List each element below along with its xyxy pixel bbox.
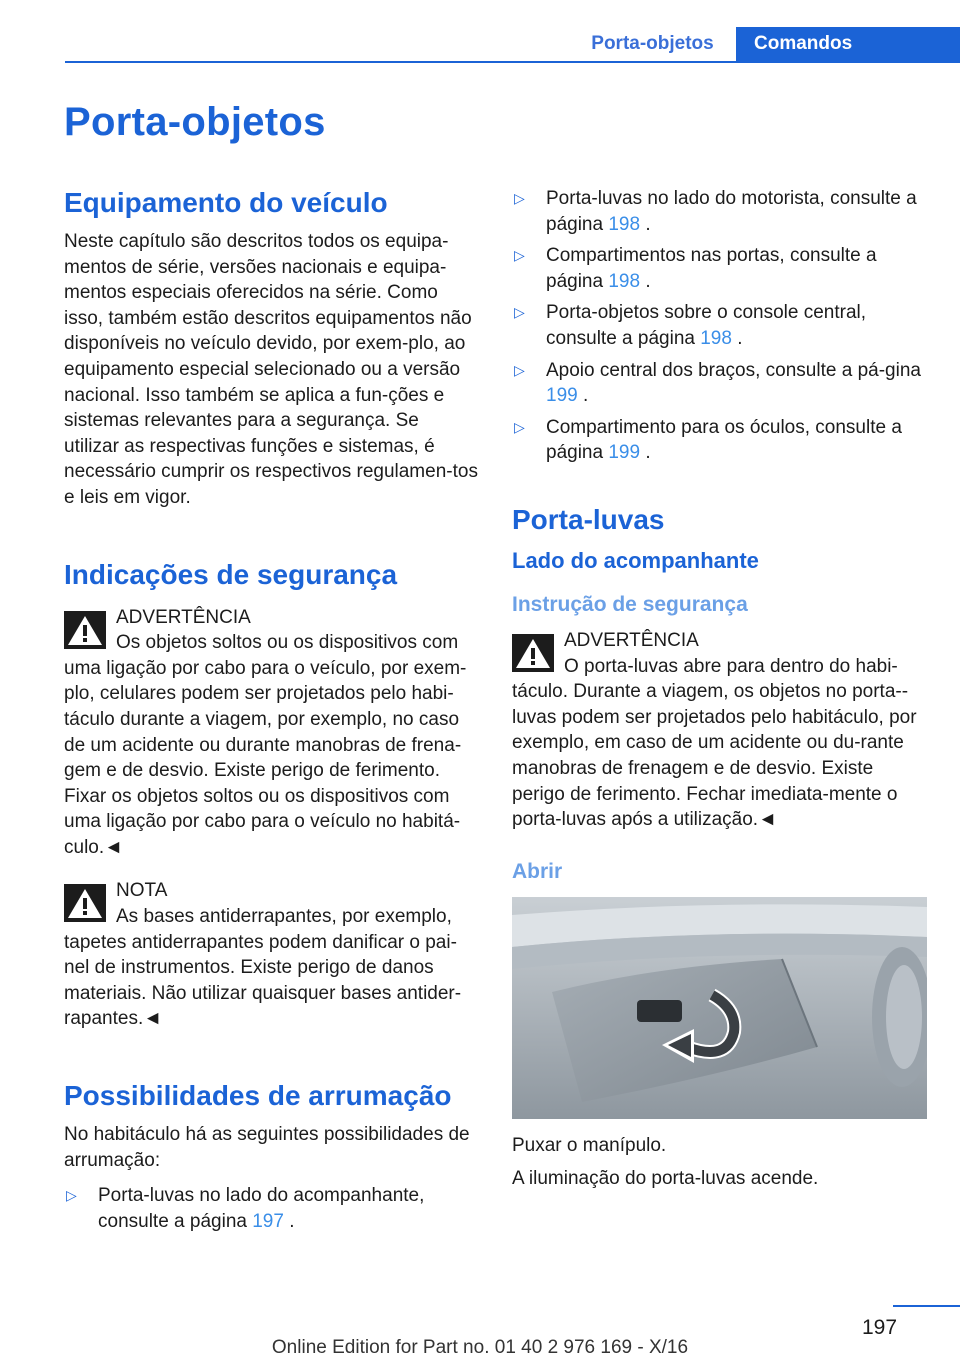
header-section-label: Porta-objetos: [591, 33, 714, 54]
page-number-rule: [893, 1305, 960, 1307]
triangle-right-bullet-icon: ▷: [514, 418, 525, 435]
warning-block: [64, 605, 478, 861]
list-item-end: .: [640, 442, 651, 464]
warning-text-first-line: O porta-luvas abre para dentro do habi-: [564, 655, 898, 677]
list-item: [512, 415, 926, 466]
page-link[interactable]: 199: [546, 385, 578, 407]
list-item-text: Porta-objetos sobre o console central, consulte a página: [546, 302, 867, 349]
list-item: [512, 186, 926, 237]
storage-intro: No habitáculo há as seguintes possibilidades de arrumação:: [64, 1124, 470, 1171]
safety-heading: Indicações de segurança: [64, 558, 398, 590]
note-block: [64, 878, 478, 1032]
list-item-text: Porta-luvas no lado do acompanhante, consulte a página: [98, 1185, 425, 1232]
storage-list-right: [512, 186, 926, 466]
glovebox-heading: Porta-luvas: [512, 503, 665, 535]
header-divider: [65, 61, 960, 63]
header-chapter-tab: Comandos: [736, 27, 960, 61]
triangle-right-bullet-icon: ▷: [66, 1187, 77, 1204]
page-link[interactable]: 199: [608, 442, 641, 464]
list-item-text: Compartimento para os óculos, consulte a página: [546, 416, 902, 464]
page-link[interactable]: 198: [608, 270, 641, 292]
list-item-end: .: [640, 270, 651, 292]
warning-label: ADVERTÊNCIA: [116, 606, 251, 628]
list-item-end: .: [283, 1210, 295, 1232]
storage-heading: Possibilidades de arrumação: [64, 1080, 452, 1112]
open-step-2: A iluminação do porta-luvas acende.: [512, 1168, 819, 1190]
equipment-heading: Equipamento do veículo: [64, 187, 388, 218]
list-item-end: .: [577, 385, 589, 407]
list-item: [512, 358, 926, 409]
note-text: tapetes antiderrapantes podem danificar o pai-nel de instrumentos. Existe perigo de danos materiais. Não utilizar quaisquer bases antider-rapantes.◄: [64, 931, 462, 1030]
warning-triangle-icon: [512, 634, 554, 672]
list-item: [64, 1183, 478, 1234]
page-title: Porta-objetos: [64, 100, 326, 144]
note-text-first-line: As bases antiderrapantes, por exemplo,: [116, 906, 452, 928]
right-column: [512, 183, 926, 1192]
footer-edition: Online Edition for Part no. 01 40 2 976 169 - X/16: [271, 1337, 689, 1358]
warning-text: uma ligação por cabo para o veículo, por exem-plo, celulares podem ser projetados pelo habi-táculo durante a viagem, por exemplo, no caso de um acidente ou durante manobras de frena-gem e de desvio. Existe perigo de ferimento. Fixar os objetos soltos ou os dispositivos com uma ligação por cabo para o veículo no habitá-culo.◄: [64, 657, 467, 858]
glovebox-photo: [512, 897, 927, 1119]
triangle-right-bullet-icon: ▷: [514, 247, 525, 264]
page-link[interactable]: 197: [252, 1210, 284, 1232]
open-heading: Abrir: [512, 859, 563, 883]
list-item: [512, 243, 926, 294]
warning-label: ADVERTÊNCIA: [564, 629, 699, 651]
page-link[interactable]: 198: [700, 327, 732, 349]
list-item-text: Compartimentos nas portas, consulte a página: [546, 245, 877, 292]
warning-triangle-icon: [64, 611, 106, 649]
note-label: NOTA: [116, 880, 168, 902]
warning-triangle-icon: [64, 884, 106, 922]
list-item: [512, 300, 926, 351]
triangle-right-bullet-icon: ▷: [514, 190, 525, 206]
page-link[interactable]: 198: [608, 213, 641, 235]
list-item-text: Apoio central dos braços, consulte a pá-gina: [546, 359, 921, 381]
triangle-right-bullet-icon: ▷: [514, 361, 525, 378]
list-item-end: .: [640, 213, 651, 235]
glovebox-subheading: Lado do acompanhante: [512, 547, 759, 573]
safety-instruction-heading: Instrução de segurança: [512, 592, 748, 616]
equipment-body: Neste capítulo são descritos todos os equipa-mentos de série, versões nacionais e equipa-mentos especiais oferecidos na série. Como isso, também estão descritos equipamentos não disponíveis no veículo devido, por exem-plo, ao equipamento especial selecionado ou a versão nacional. Isso também se aplica a fun-ções e sistemas relevantes para a segurança. Se utilizar as respectivas funções e sistemas, é necessário cumprir os respectivos regulamen-tos e leis em vigor.: [64, 231, 478, 508]
warning-text-first-line: Os objetos soltos ou os dispositivos com: [116, 632, 459, 654]
page-number: 197: [862, 1316, 898, 1339]
triangle-right-bullet-icon: ▷: [514, 304, 525, 321]
open-step-1: Puxar o manípulo.: [512, 1134, 667, 1156]
warning-block: [512, 628, 926, 833]
list-item-text: Porta-luvas no lado do motorista, consulte a página: [546, 188, 917, 235]
left-column: [64, 183, 478, 1240]
list-item-end: .: [731, 327, 743, 349]
warning-text: táculo. Durante a viagem, os objetos no porta--luvas podem ser projetados pelo habitáculo, por exemplo, em caso de um acidente ou du-rante manobras de frenagem e de desvio. Existe perigo de ferimento. Fechar imediata-mente o porta-luvas após a utilização.◄: [512, 681, 917, 831]
storage-list-left: [64, 1183, 478, 1234]
